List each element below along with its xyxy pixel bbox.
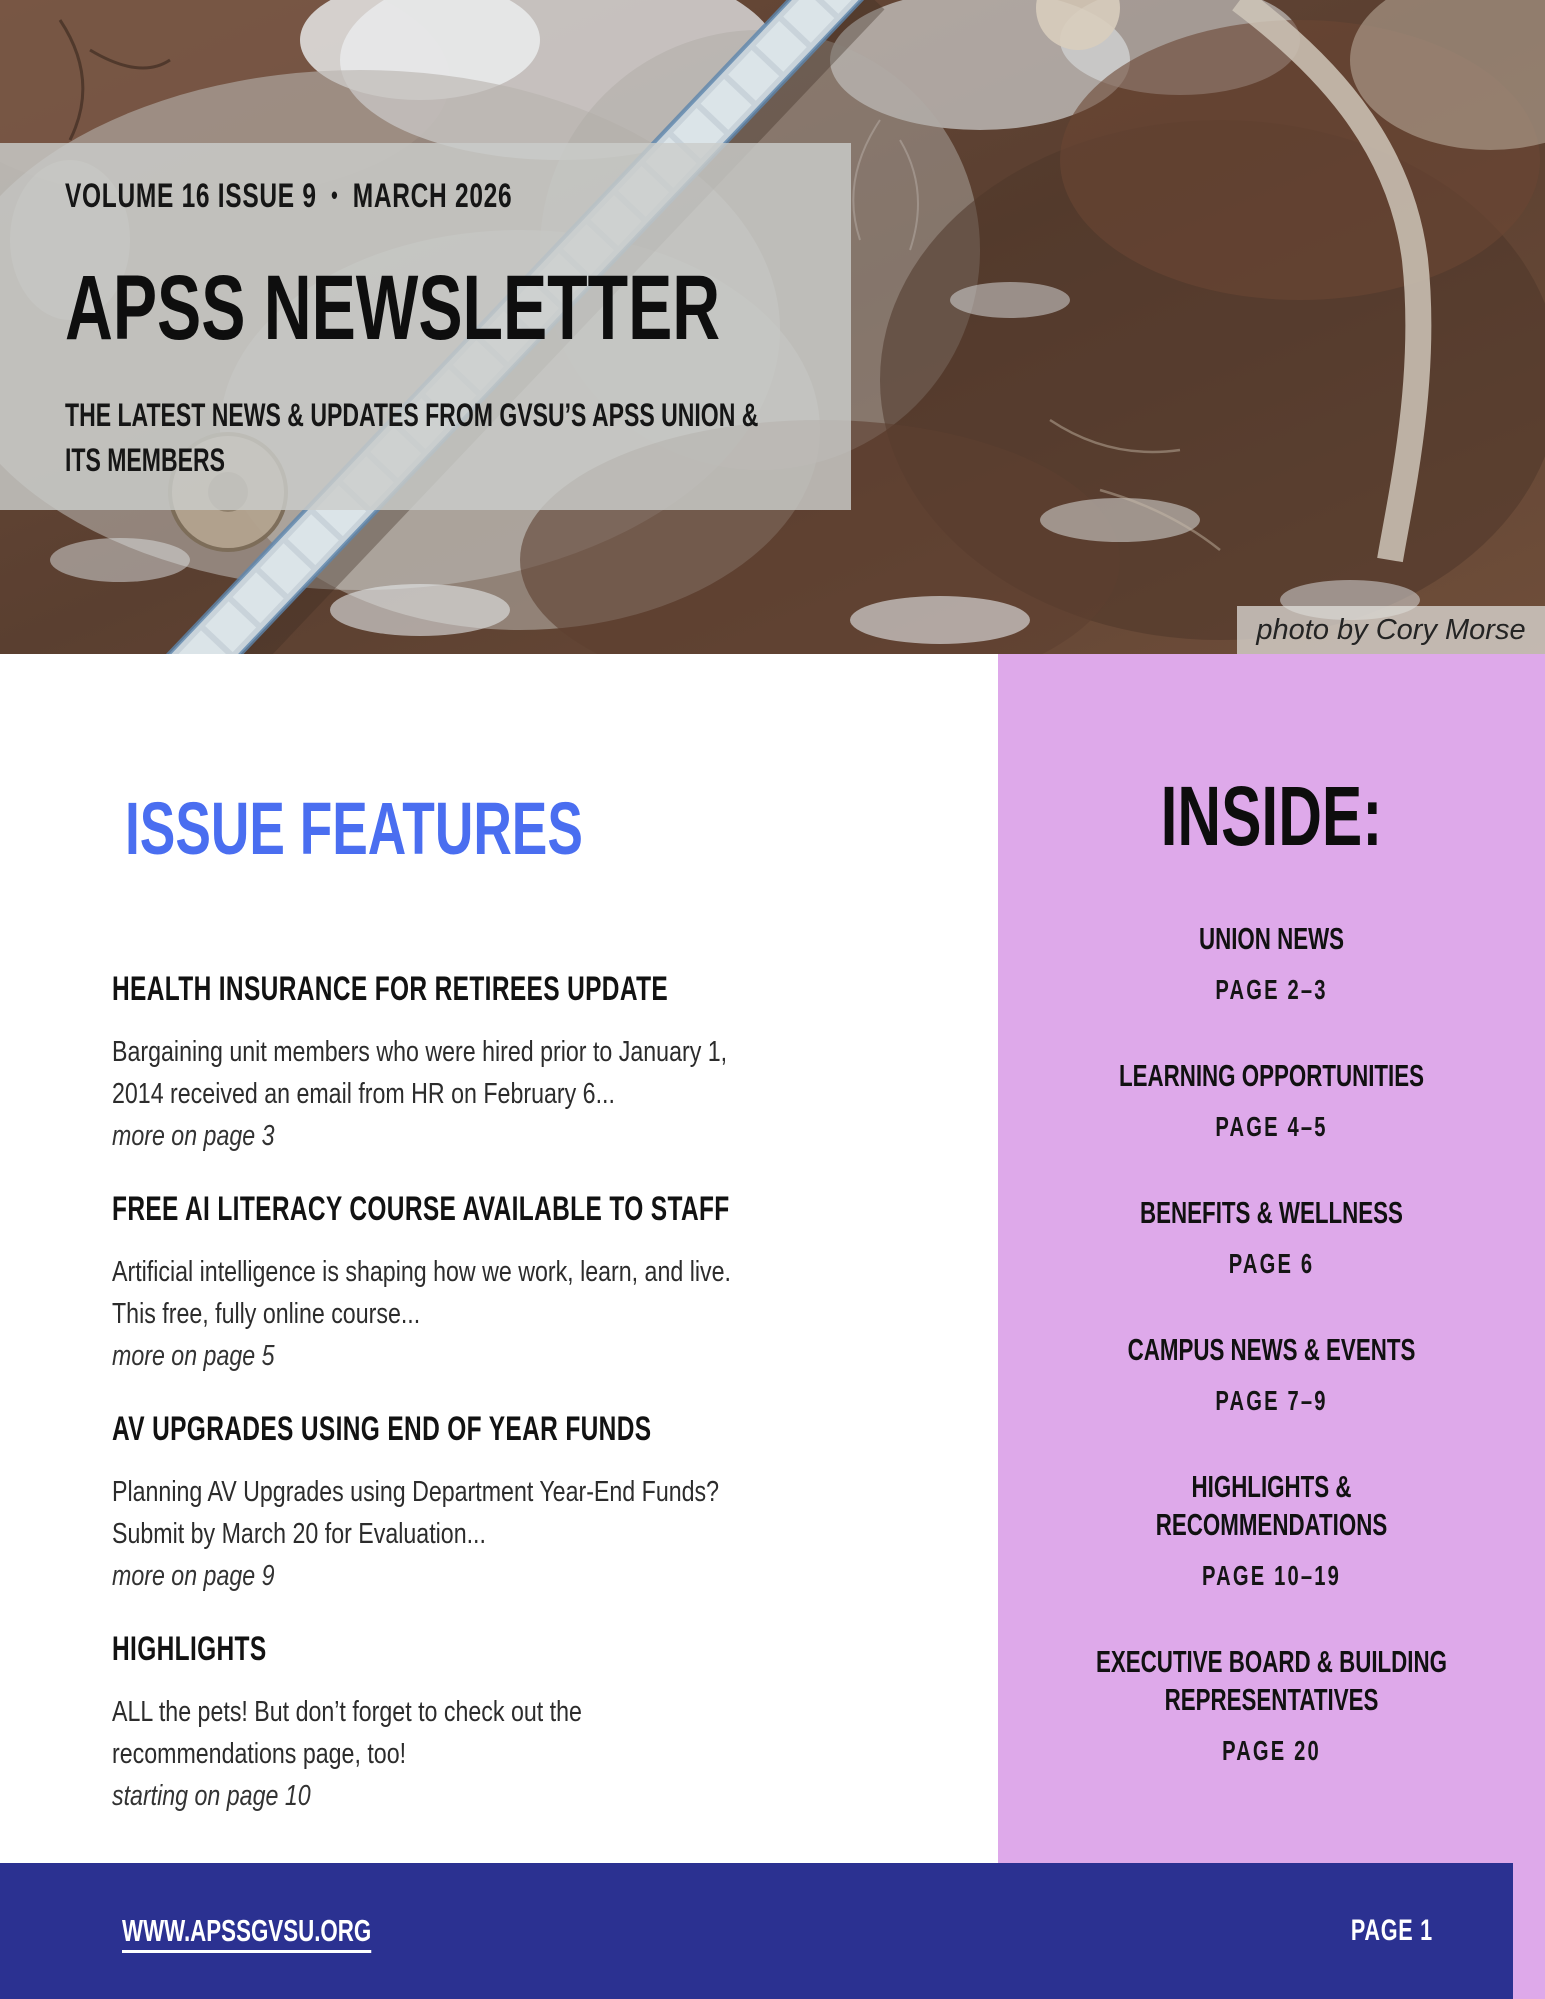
toc-pages: PAGE 10–19 <box>1202 1560 1341 1591</box>
feature-health-insurance <box>112 969 998 1157</box>
inside-sidebar <box>998 654 1545 1999</box>
toc-pages: PAGE 4–5 <box>1215 1111 1328 1142</box>
toc-title: BENEFITS & WELLNESS <box>1140 1195 1403 1230</box>
toc-title: HIGHLIGHTS & RECOMMENDATIONS <box>1155 1469 1388 1542</box>
feature-page-note: more on page 3 <box>112 1120 275 1152</box>
feature-page-note: starting on page 10 <box>112 1780 311 1812</box>
photo-credit: photo by Cory Morse <box>1237 606 1545 654</box>
feature-body <box>112 1251 821 1335</box>
toc-item-benefits <box>998 1194 1545 1281</box>
newsletter-subtitle <box>65 393 759 483</box>
feature-body <box>112 1471 821 1555</box>
website-link[interactable]: WWW.APSSGVSU.ORG <box>122 1913 372 1948</box>
feature-page-note: more on page 5 <box>112 1340 275 1372</box>
page-number: PAGE 1 <box>1351 1914 1433 1947</box>
feature-title: AV UPGRADES USING END OF YEAR FUNDS <box>112 1410 652 1448</box>
features-heading: ISSUE FEATURES <box>125 787 583 870</box>
feature-page-note: more on page 9 <box>112 1560 275 1592</box>
feature-highlights <box>112 1629 998 1817</box>
toc-title: EXECUTIVE BOARD & BUILDING REPRESENTATIVES <box>1096 1644 1447 1717</box>
feature-body <box>112 1691 821 1775</box>
title-overlay <box>0 143 851 510</box>
table-of-contents <box>998 920 1545 1768</box>
toc-title: CAMPUS NEWS & EVENTS <box>1127 1332 1416 1367</box>
toc-item-exec-board <box>998 1643 1545 1768</box>
bullet-separator: • <box>331 180 339 210</box>
feature-body-line: This free, fully online course... <box>112 1298 421 1330</box>
toc-item-learning <box>998 1057 1545 1144</box>
issue-date: MARCH 2026 <box>352 177 513 215</box>
feature-body-line: ALL the pets! But don’t forget to check out the <box>112 1696 582 1728</box>
toc-item-highlights <box>998 1468 1545 1593</box>
feature-av-upgrades <box>112 1409 998 1597</box>
volume-issue-line <box>65 175 631 216</box>
subtitle-line-1: THE LATEST NEWS & UPDATES FROM GVSU’S APSS UNION & <box>65 397 759 433</box>
newsletter-title: APSS NEWSLETTER <box>65 257 721 359</box>
features-list <box>112 969 998 1817</box>
page-footer <box>0 1863 1513 1999</box>
feature-body-line: 2014 received an email from HR on February 6... <box>112 1078 615 1110</box>
feature-body-line: recommendations page, too! <box>112 1738 407 1770</box>
features-column <box>0 654 998 1863</box>
feature-body-line: Artificial intelligence is shaping how we work, learn, and live. <box>112 1256 731 1288</box>
toc-pages: PAGE 20 <box>1222 1735 1321 1766</box>
toc-item-union-news <box>998 920 1545 1007</box>
feature-title: FREE AI LITERACY COURSE AVAILABLE TO STAFF <box>112 1190 730 1228</box>
cover-photo-header <box>0 0 1545 654</box>
feature-ai-literacy <box>112 1189 998 1377</box>
toc-title: UNION NEWS <box>1198 921 1345 956</box>
toc-pages: PAGE 2–3 <box>1215 974 1328 1005</box>
feature-body-line: Planning AV Upgrades using Department Year-End Funds? <box>112 1476 720 1508</box>
subtitle-line-2: ITS MEMBERS <box>65 442 226 478</box>
feature-body <box>112 1031 821 1115</box>
feature-title: HEALTH INSURANCE FOR RETIREES UPDATE <box>112 970 669 1008</box>
volume-issue: VOLUME 16 ISSUE 9 <box>65 177 317 215</box>
toc-pages: PAGE 7–9 <box>1215 1385 1328 1416</box>
inside-heading: INSIDE: <box>1160 769 1383 863</box>
toc-title: LEARNING OPPORTUNITIES <box>1118 1058 1425 1093</box>
feature-title: HIGHLIGHTS <box>112 1630 267 1668</box>
feature-body-line: Submit by March 20 for Evaluation... <box>112 1518 486 1550</box>
toc-pages: PAGE 6 <box>1228 1248 1315 1279</box>
feature-body-line: Bargaining unit members who were hired prior to January 1, <box>112 1036 728 1068</box>
toc-item-campus-news <box>998 1331 1545 1418</box>
